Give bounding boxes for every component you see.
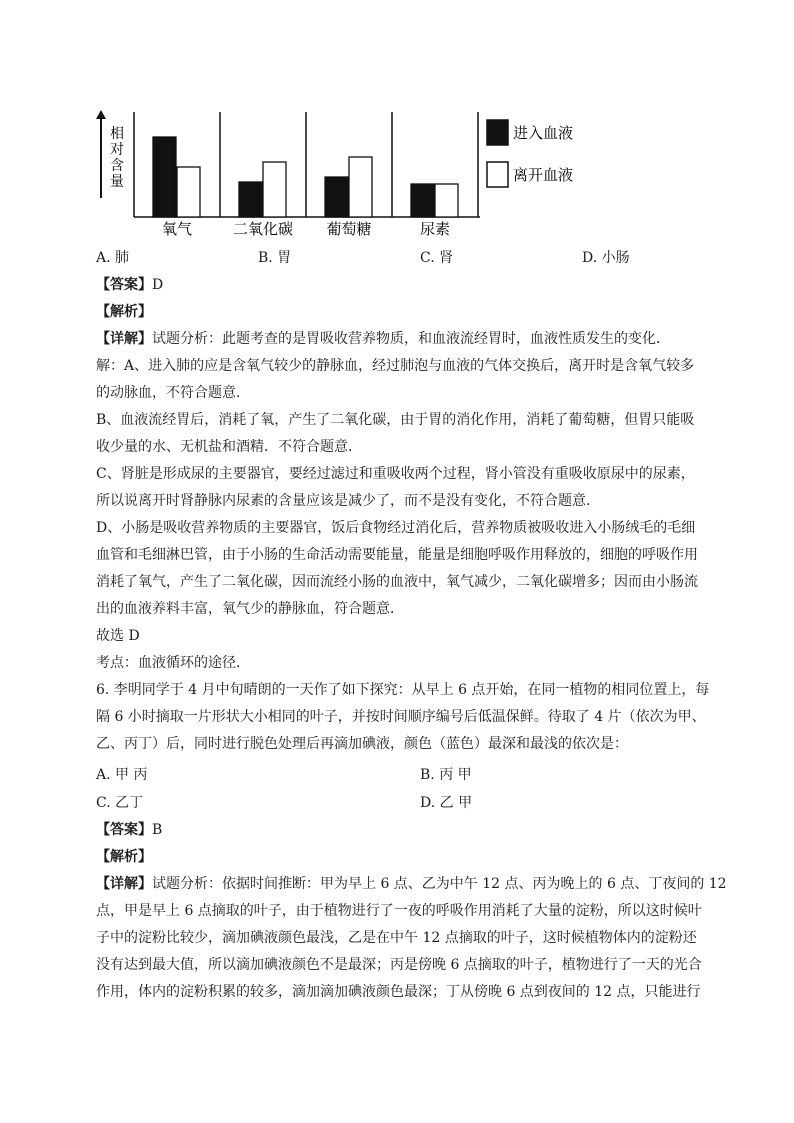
option-text: 胃 — [277, 250, 292, 266]
q6-stem-line: 6. 李明同学于 4 月中旬晴朗的一天作了如下探究：从早上 6 点开始，在同一植物的相同位置上，每 — [96, 682, 710, 698]
x-tick-labels — [162, 220, 450, 238]
q6-option-b[interactable] — [420, 765, 472, 785]
y-axis-label — [110, 125, 124, 190]
q6-option-c[interactable] — [96, 793, 143, 813]
q5-line: D、小肠是吸收营养物质的主要器官，饭后食物经过消化后，营养物质被吸收进入小肠绒毛的毛细 — [96, 520, 696, 536]
option-text: 肺 — [115, 250, 130, 266]
answer-value: D — [152, 277, 164, 293]
x-tick-label: 葡萄糖 — [326, 220, 372, 238]
y-axis-label-char: 相 — [110, 126, 124, 142]
bar-entering-0 — [153, 137, 176, 217]
bar-leaving-2 — [349, 157, 372, 217]
detail-text: 试题分析：依据时间推断：甲为早上 6 点、乙为中午 12 点、丙为晚上的 6 点、丁夜间的 12 — [152, 876, 727, 892]
q5-option-a[interactable] — [96, 248, 129, 268]
option-letter: A. — [96, 250, 111, 266]
q5-line: 解：A、进入肺的应是含氧气较少的静脉血，经过肺泡与血液的气体交换后，离开时是含氧气较多 — [96, 358, 695, 374]
y-axis-label-char: 量 — [110, 174, 124, 190]
answer-tag: 【答案】 — [96, 822, 152, 838]
option-letter: D. — [420, 795, 436, 811]
q6-option-d[interactable] — [420, 793, 472, 813]
option-text: 肾 — [439, 250, 454, 266]
legend-label: 进入血液 — [513, 124, 574, 142]
detail-tag: 【详解】 — [96, 331, 152, 347]
q5-line: B、血液流经胃后，消耗了氧，产生了二氧化碳，由于胃的消化作用，消耗了葡萄糖，但胃只能吸 — [96, 412, 695, 428]
option-letter: C. — [96, 795, 111, 811]
bar-leaving-1 — [263, 162, 286, 217]
legend — [487, 120, 573, 187]
answer-value: B — [152, 822, 163, 838]
bar-chart — [90, 108, 600, 248]
x-tick-label: 二氧化碳 — [232, 220, 294, 238]
legend-swatch — [487, 162, 508, 187]
y-axis-label-char: 对 — [110, 142, 124, 158]
q5-option-d[interactable] — [582, 248, 630, 268]
option-text: 丙 甲 — [439, 767, 472, 783]
option-letter: B. — [420, 767, 435, 783]
y-axis — [96, 110, 106, 198]
y-axis-arrow — [96, 110, 106, 119]
q5-line: 的动脉血，不符合题意． — [96, 385, 250, 401]
bar-leaving-3 — [435, 184, 458, 217]
x-tick-label: 尿素 — [419, 220, 451, 238]
answer-tag: 【答案】 — [96, 277, 152, 293]
q5-detail-line — [96, 329, 698, 349]
option-letter: D. — [582, 250, 598, 266]
q6-line: 没有达到最大值，所以滴加碘液颜色不是最深；丙是傍晚 6 点摘取的叶子，植物进行了一天的光合 — [96, 957, 702, 973]
option-letter: B. — [258, 250, 273, 266]
y-axis-label-char: 含 — [110, 158, 124, 174]
bar-leaving-0 — [177, 167, 200, 217]
q6-option-a[interactable] — [96, 765, 147, 785]
q5-option-c[interactable] — [420, 248, 453, 268]
q5-answer — [96, 275, 698, 295]
q6-answer — [96, 820, 698, 840]
q6-line: 点，甲是早上 6 点摘取的叶子，由于植物进行了一夜的呼吸作用消耗了大量的淀粉，所以这时候叶 — [96, 903, 702, 919]
option-letter: C. — [420, 250, 435, 266]
bar-entering-2 — [325, 177, 348, 217]
q5-line: C、肾脏是形成尿的主要器官，要经过滤过和重吸收两个过程，肾小管没有重吸收原尿中的尿素， — [96, 466, 695, 482]
bar-entering-3 — [411, 184, 434, 217]
detail-tag: 【详解】 — [96, 876, 152, 892]
detail-text: 试题分析：此题考查的是胃吸收营养物质，和血液流经胃时，血液性质发生的变化． — [152, 331, 670, 347]
legend-label: 离开血液 — [513, 166, 574, 184]
option-text: 乙丁 — [115, 795, 144, 811]
bar-entering-1 — [239, 182, 262, 217]
q5-line: 出的血液养料丰富，氧气少的静脉血，符合题意． — [96, 601, 404, 617]
q5-option-b[interactable] — [258, 248, 291, 268]
q5-line: 血管和毛细淋巴管，由于小肠的生命活动需要能量，能量是细胞呼吸作用释放的，细胞的呼吸作用 — [96, 547, 698, 563]
option-letter: A. — [96, 767, 111, 783]
q5-analysis-tag: 【解析】 — [96, 304, 152, 320]
q5-line: 考点：血液循环的途径． — [96, 655, 250, 671]
q6-analysis-tag: 【解析】 — [96, 849, 152, 865]
x-tick-label: 氧气 — [161, 220, 193, 238]
q5-line: 所以说离开时肾静脉内尿素的含量应该是减少了，而不是没有变化，不符合题意． — [96, 493, 600, 509]
option-text: 小肠 — [601, 250, 630, 266]
option-text: 甲 丙 — [115, 767, 148, 783]
q6-detail-line — [96, 874, 727, 894]
q6-line: 子中的淀粉比较少，滴加碘液颜色最浅，乙是在中午 12 点摘取的叶子，这时候植物体内的淀粉还 — [96, 930, 697, 946]
legend-swatch — [487, 120, 508, 145]
q6-stem-line: 隔 6 小时摘取一片形状大小相同的叶子，并按时间顺序编号后低温保鲜。待取了 4 片（依次为甲、 — [96, 709, 706, 725]
q5-line: 消耗了氧气，产生了二氧化碳，因而流经小肠的血液中，氧气减少，二氧化碳增多；因而由小肠流 — [96, 574, 698, 590]
option-text: 乙 甲 — [439, 795, 473, 811]
q6-stem-line: 乙、丙丁）后，同时进行脱色处理后再滴加碘液，颜色（蓝色）最深和最浅的依次是： — [96, 736, 628, 752]
q6-line: 作用，体内的淀粉积累的较多，滴加滴加碘液颜色最深；丁从傍晚 6 点到夜间的 12 点，只能进行 — [96, 984, 701, 1000]
q5-line: 故选 D — [96, 628, 140, 644]
q5-line: 收少量的水、无机盐和酒精．不符合题意． — [96, 439, 362, 455]
